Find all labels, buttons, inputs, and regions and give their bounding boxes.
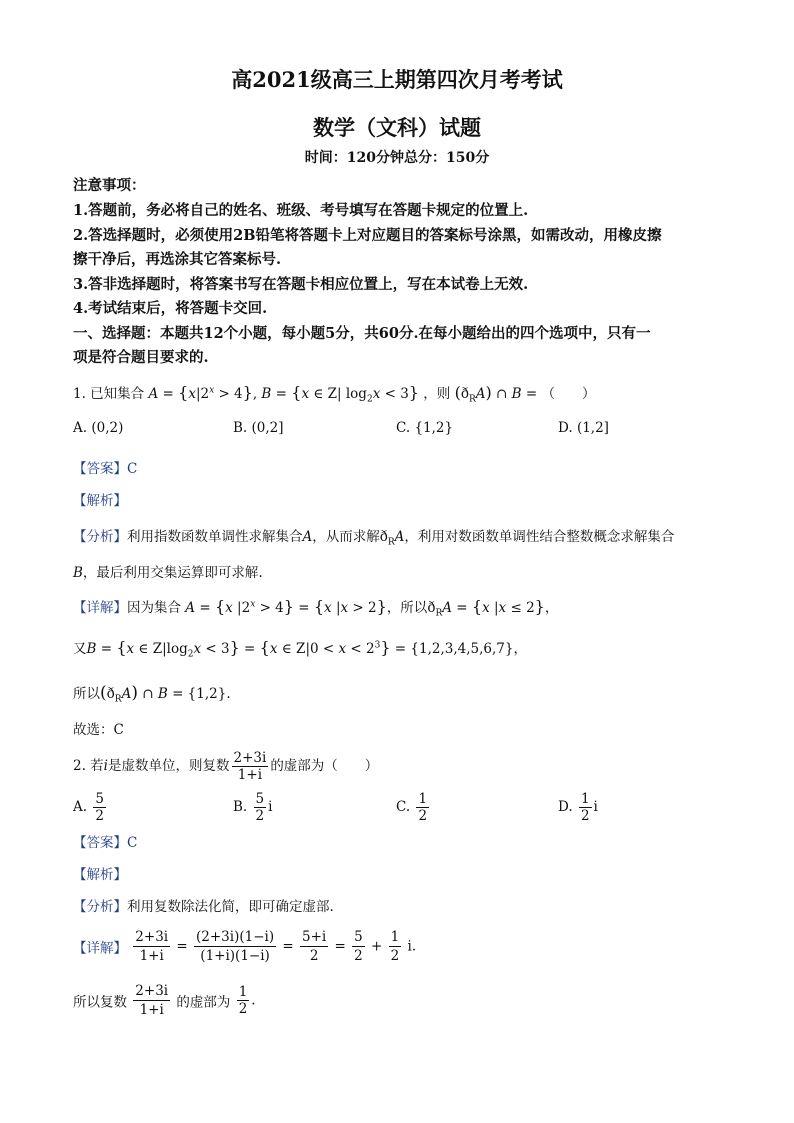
q2-conclusion: 所以复数 $\frac{2+3i}{1+i}$ 的虚部为 $\frac{1}{2}$ . xyxy=(73,983,256,1018)
section-1-line-2: 项是符合题目要求的. xyxy=(73,349,209,366)
q2-stem: 2. 若i是虚数单位，则复数 $\frac{2+3i}{1+i}$ 的虚部为（ ） xyxy=(73,750,379,783)
q1-analysis-label: 【解析】 xyxy=(73,493,127,509)
q1-option-c: C. {1,2} xyxy=(396,420,454,436)
q1-fenxi-cont: B，最后利用交集运算即可求解. xyxy=(73,565,263,581)
q1-xiangjie: 【详解】因为集合 A = {x $|2^x > 4\} = \{x$ |x > 2}，所以$ð_RA = \{x$ |x ≤ 2}， xyxy=(73,597,559,619)
q2-option-a: A. $\frac{5}{2}$ xyxy=(73,791,104,824)
q1-options xyxy=(0,420,794,440)
q2-options xyxy=(0,791,794,831)
q2-option-b: B. $\frac{5}{2}$ i xyxy=(233,791,273,824)
q2-xiangjie: 【详解】 $\frac{2+3i}{1+i}$ = $\frac{(2+3i)(1-i)}{(1+i)(1-i)}$ = $\frac{5+i}{2}$ = $\frac{5}{2}$ + $\frac{1}{2}$ i. xyxy=(73,929,417,964)
q2-answer: 【答案】C xyxy=(73,835,138,851)
q2-option-c: C. $\frac{1}{2}$ xyxy=(396,791,428,824)
q1-option-a: A. (0,2) xyxy=(73,420,124,436)
q1-stem: 1. 已知集合 $A = \{x|2^x > 4\}$, B = {x ∈ Z| $\log_2x < 3$} ，则 $(ð_RA)$ ∩ B = （ ） xyxy=(73,383,596,405)
q1-set-a-expr: A xyxy=(148,386,159,402)
q1-fenxi: 【分析】利用指数函数单调性求解集合A，从而求解$ð_RA$，利用对数函数单调性结合整数概念求解集合 xyxy=(73,529,675,548)
q1-intersection: 所以$(ð_RA)$ ∩ B = {1,2}. xyxy=(73,683,231,705)
q1-option-b: B. (0,2] xyxy=(233,420,284,436)
notes-item-2b: 擦干净后，再选涂其它答案标号. xyxy=(73,251,282,268)
q2-fraction: $\frac{2+3i}{1+i}$ xyxy=(233,750,267,783)
notes-item-3: 3.答非选择题时，将答案书写在答题卡相应位置上，写在本试卷上无效. xyxy=(73,276,529,293)
exam-title: 高2021级高三上期第四次月考考试 xyxy=(231,67,563,92)
q1-set-b-expr: B xyxy=(261,386,272,402)
notes-heading: 注意事项： xyxy=(73,177,146,194)
notes-item-4: 4.考试结束后，将答题卡交回. xyxy=(73,300,268,317)
q1-option-d: D. (1,2] xyxy=(558,420,609,436)
notes-item-1: 1.答题前，务必将自己的姓名、班级、考号填写在答题卡规定的位置上. xyxy=(73,202,529,219)
notes-item-2a: 2.答选择题时，必须使用2B铅笔将答题卡上对应题目的答案标号涂黑，如需改动，用橡皮擦 xyxy=(73,227,662,244)
q2-analysis-label: 【解析】 xyxy=(73,867,127,883)
q1-set-b-derivation: 又B = {x ∈ $Z|\log_2x < 3\} = \{x$ ∈ $Z|0 < x < 2^3\} = \{1,2,3,4,5,6,7\}$， xyxy=(73,638,527,660)
q2-fenxi: 【分析】利用复数除法化简，即可确定虚部. xyxy=(73,899,334,915)
section-1-line-1: 一、选择题：本题共12个小题，每小题5分，共60分.在每小题给出的四个选项中，只有一 xyxy=(73,325,651,342)
q1-conclusion: 故选：C xyxy=(73,722,124,738)
q1-answer: 【答案】C xyxy=(73,461,138,477)
exam-subtitle: 数学（文科）试题 xyxy=(313,115,481,140)
exam-time-info: 时间：120分钟总分：150分 xyxy=(304,150,490,166)
q2-option-d: D. $\frac{1}{2}$ i xyxy=(558,791,598,824)
